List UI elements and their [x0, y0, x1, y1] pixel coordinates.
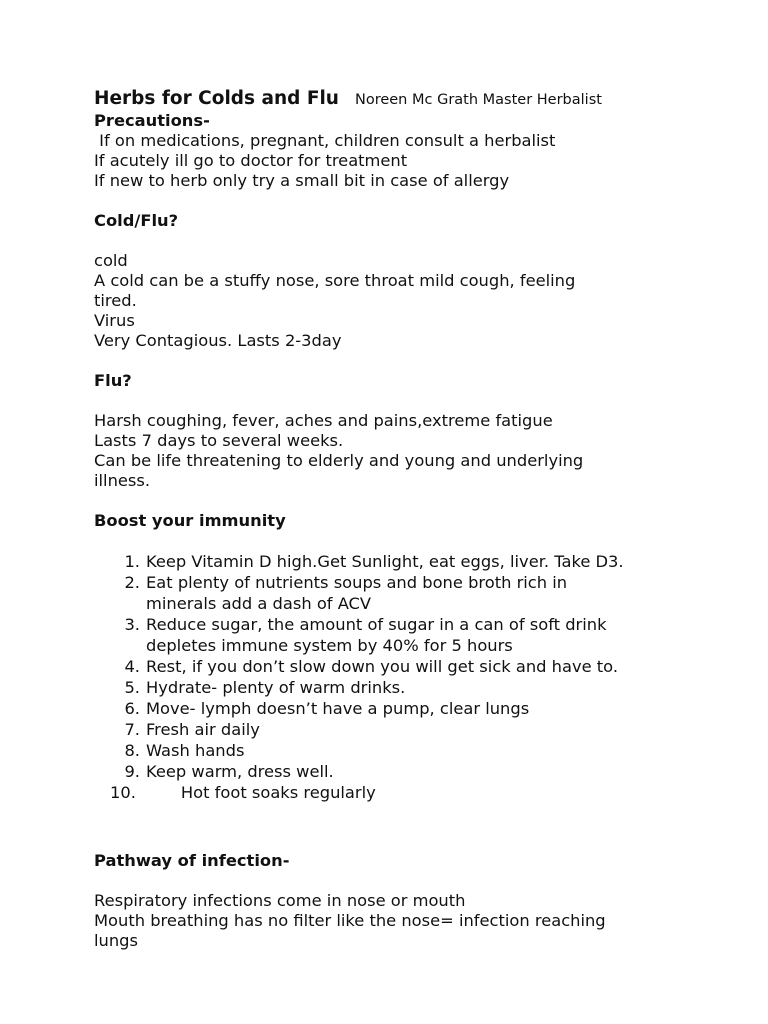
- spacer: [94, 391, 734, 411]
- list-number: 1.: [124, 552, 140, 571]
- flu-heading: Flu?: [94, 371, 132, 390]
- list-item: [94, 698, 734, 719]
- list-text-line: Fresh air daily: [146, 720, 260, 739]
- cold-flu-section: [94, 211, 734, 351]
- immunity-heading: Boost your immunity: [94, 511, 286, 530]
- list-text: [140, 698, 529, 719]
- precautions-section: [94, 111, 734, 191]
- list-text: [140, 719, 260, 740]
- immunity-section: [94, 511, 734, 803]
- list-text: [140, 572, 567, 614]
- spacer: [94, 871, 734, 891]
- list-number: 10.: [110, 783, 136, 802]
- list-text-line: Move- lymph doesn’t have a pump, clear lungs: [146, 699, 530, 718]
- list-number: 3.: [124, 615, 140, 634]
- list-text-line: minerals add a dash of ACV: [146, 594, 372, 613]
- list-number: 9.: [124, 762, 140, 781]
- list-text-line: depletes immune system by 40% for 5 hours: [146, 636, 513, 655]
- list-text: [140, 656, 618, 677]
- list-text: [140, 677, 405, 698]
- pathway-section: [94, 851, 734, 951]
- list-text: [140, 761, 334, 782]
- pathway-line: Mouth breathing has no filter like the nose= infection reaching: [94, 911, 606, 930]
- cold-line: A cold can be a stuffy nose, sore throat mild cough, feeling: [94, 271, 576, 290]
- spacer: [94, 803, 734, 851]
- list-text-line: Hydrate- plenty of warm drinks.: [146, 678, 406, 697]
- list-number: 8.: [124, 741, 140, 760]
- list-item: [94, 740, 734, 761]
- cold-line: tired.: [94, 291, 137, 310]
- precaution-line: If acutely ill go to doctor for treatment: [94, 151, 408, 170]
- document-title: Herbs for Colds and Flu: [94, 88, 339, 109]
- list-item: [94, 677, 734, 698]
- flu-line: Can be life threatening to elderly and young and underlying: [94, 451, 584, 470]
- list-number: 5.: [124, 678, 140, 697]
- flu-line: illness.: [94, 471, 151, 490]
- list-item: [94, 551, 734, 572]
- list-text-line: Keep Vitamin D high.Get Sunlight, eat eggs, liver. Take D3.: [146, 552, 624, 571]
- pathway-line: Respiratory infections come in nose or mouth: [94, 891, 466, 910]
- list-text: [140, 551, 624, 572]
- spacer: [94, 191, 734, 211]
- list-text-line: Rest, if you don’t slow down you will get sick and have to.: [146, 657, 619, 676]
- flu-section: [94, 371, 734, 491]
- cold-flu-heading: Cold/Flu?: [94, 211, 179, 230]
- author-line: Noreen Mc Grath Master Herbalist: [354, 92, 602, 108]
- cold-line: Very Contagious. Lasts 2-3day: [94, 331, 342, 350]
- list-number: 7.: [124, 720, 140, 739]
- spacer: [94, 351, 734, 371]
- flu-line: Harsh coughing, fever, aches and pains,extreme fatigue: [94, 411, 553, 430]
- spacer: [94, 231, 734, 251]
- list-number: 2.: [124, 573, 140, 592]
- immunity-list: [94, 551, 734, 803]
- flu-line: Lasts 7 days to several weeks.: [94, 431, 344, 450]
- list-number: 4.: [124, 657, 140, 676]
- list-number: 6.: [124, 699, 140, 718]
- list-item: [94, 572, 734, 614]
- cold-line: Virus: [94, 311, 135, 330]
- precautions-heading: Precautions-: [94, 111, 210, 130]
- list-text-line: Keep warm, dress well.: [146, 762, 334, 781]
- spacer: [94, 531, 734, 551]
- list-item: [94, 719, 734, 740]
- list-text: [140, 740, 244, 761]
- list-text: [140, 614, 607, 656]
- list-text: [136, 782, 376, 803]
- list-text-line: Reduce sugar, the amount of sugar in a can of soft drink: [146, 615, 607, 634]
- document-page: [94, 88, 734, 951]
- list-item: [94, 614, 734, 656]
- cold-line: cold: [94, 251, 128, 270]
- precaution-line: If on medications, pregnant, children consult a herbalist: [94, 131, 556, 150]
- precaution-line: If new to herb only try a small bit in case of allergy: [94, 171, 510, 190]
- list-item: [94, 656, 734, 677]
- pathway-line: lungs: [94, 931, 138, 950]
- list-item: [94, 761, 734, 782]
- list-text-line: Wash hands: [146, 741, 245, 760]
- list-item: [94, 782, 734, 803]
- document-header: [94, 88, 734, 111]
- list-text-line: Hot foot soaks regularly: [180, 783, 376, 802]
- list-text-line: Eat plenty of nutrients soups and bone broth rich in: [146, 573, 568, 592]
- pathway-heading: Pathway of infection-: [94, 851, 290, 870]
- spacer: [94, 491, 734, 511]
